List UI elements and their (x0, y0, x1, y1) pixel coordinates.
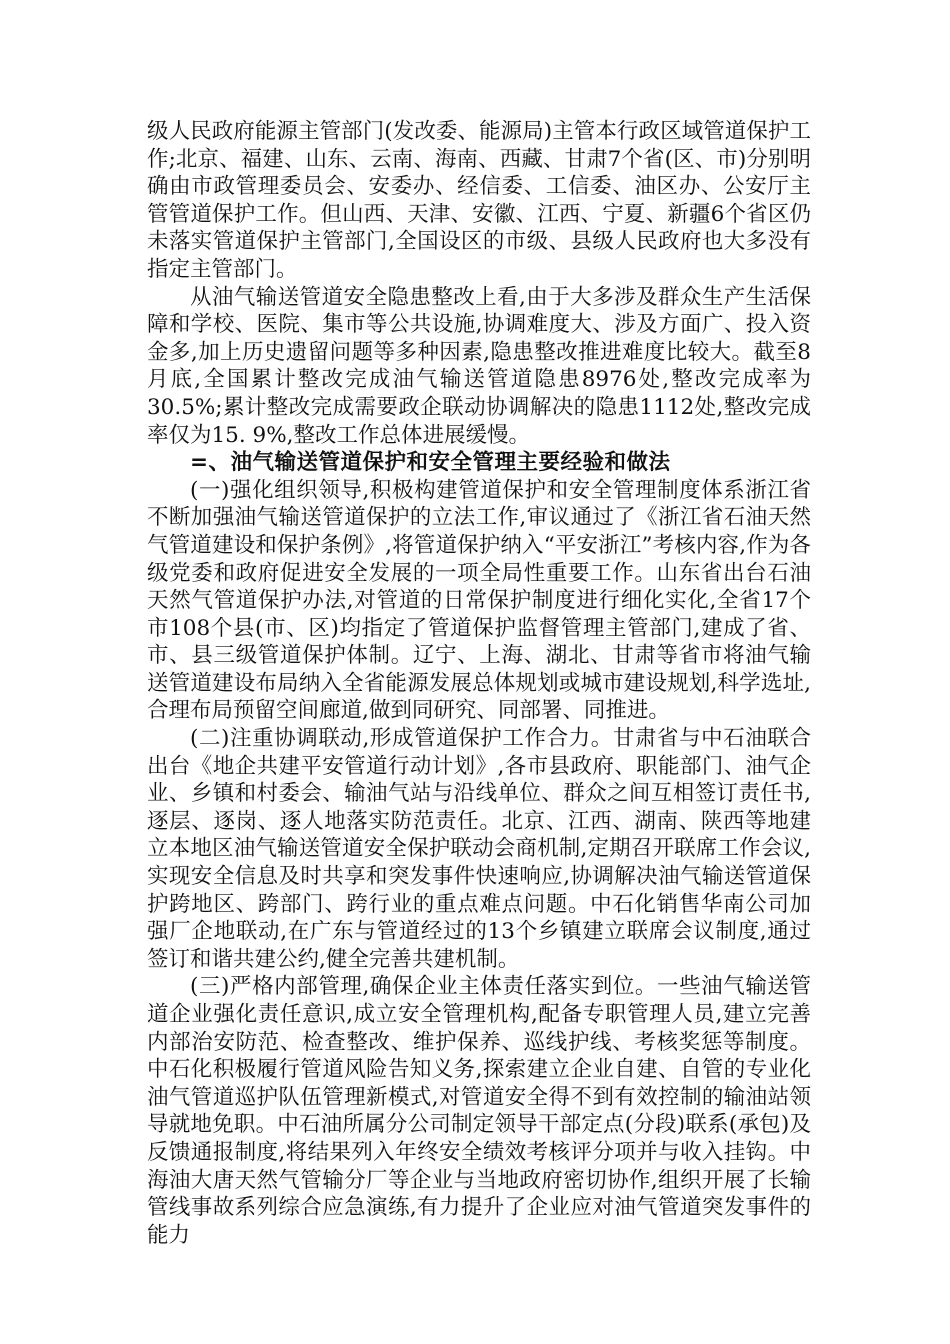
paragraph-organization-leadership: (一)强化组织领导,积极构建管道保护和安全管理制度体系浙江省不断加强油气输送管道保护的立法工作,审议通过了《浙江省石油天然气管道建设和保护条例》,将管道保护纳入“平安浙江”考核内容,作为各级党委和政府促进安全发展的一项全局性重要工作。山东省出台石油天然气管道保护办法,对管道的日常保护制度进行细化实化,全省17个市108个县(市、区)均指定了管道保护监督管理主管部门,建成了省、市、县三级管道保护体制。辽宁、上海、湖北、甘肃等省市将油气输送管道建设布局纳入全省能源发展总体规划或城市建设规划,科学选址,合理布局预留空间廊道,做到同研究、同部署、同推进。 (147, 477, 811, 724)
paragraph-coordination-linkage: (二)注重协调联动,形成管道保护工作合力。甘肃省与中石油联合出台《地企共建平安管道行动计划》,各市县政府、职能部门、油气企业、乡镇和村委会、输油气站与沿线单位、群众之间互相签订责任书,逐层、逐岗、逐人地落实防范责任。北京、江西、湖南、陕西等地建立本地区油气输送管道安全保护联动会商机制,定期召开联席工作会议,实现安全信息及时共享和突发事件快速响应,协调解决油气输送管道保护跨地区、跨部门、跨行业的重点难点问题。中石化销售华南公司加强厂企地联动,在广东与管道经过的13个乡镇建立联席会议制度,通过签订和谐共建公约,健全完善共建机制。 (147, 726, 811, 972)
paragraph-hazard-rectification: 从油气输送管道安全隐患整改上看,由于大多涉及群众生产生活保障和学校、医院、集市等公共设施,协调难度大、涉及方面广、投入资金多,加上历史遗留问题等多种因素,隐患整改推进难度比较大。截至8月底,全国累计整改完成油气输送管道隐患8976处,整改完成率为30.5%;累计整改完成需要政企联动协调解决的隐患1112处,整改完成率仅为15. 9%,整改工作总体进展缓慢。 (147, 284, 811, 448)
paragraph-continued: 级人民政府能源主管部门(发改委、能源局)主管本行政区域管道保护工作;北京、福建、山东、云南、海南、西藏、甘肃7个省(区、市)分别明确由市政管理委员会、安委办、经信委、工信委、油区办、公安厅主管管道保护工作。但山西、天津、安徽、江西、宁夏、新疆6个省区仍未落实管道保护主管部门,全国设区的市级、县级人民政府也大多没有指定主管部门。 (147, 119, 811, 282)
document-page (147, 118, 811, 1249)
section-heading: =、油气输送管道保护和安全管理主要经验和做法 (190, 450, 671, 476)
paragraph-internal-management: (三)严格内部管理,确保企业主体责任落实到位。一些油气输送管道企业强化责任意识,成立安全管理机构,配备专职管理人员,建立完善内部治安防范、检查整改、维护保养、巡线护线、考核奖惩等制度。中石化积极履行管道风险告知义务,探索建立企业自建、自管的专业化油气管道巡护队伍管理新模式,对管道安全得不到有效控制的输油站领导就地免职。中石油所属分公司制定领导干部定点(分段)联系(承包)及反馈通报制度,将结果列入年终安全绩效考核评分项并与收入挂钩。中海油大唐天然气管输分厂等企业与当地政府密切协作,组织开展了长输管线事故系列综合应急演练,有力提升了企业应对油气管道突发事件的能力 (147, 974, 811, 1248)
